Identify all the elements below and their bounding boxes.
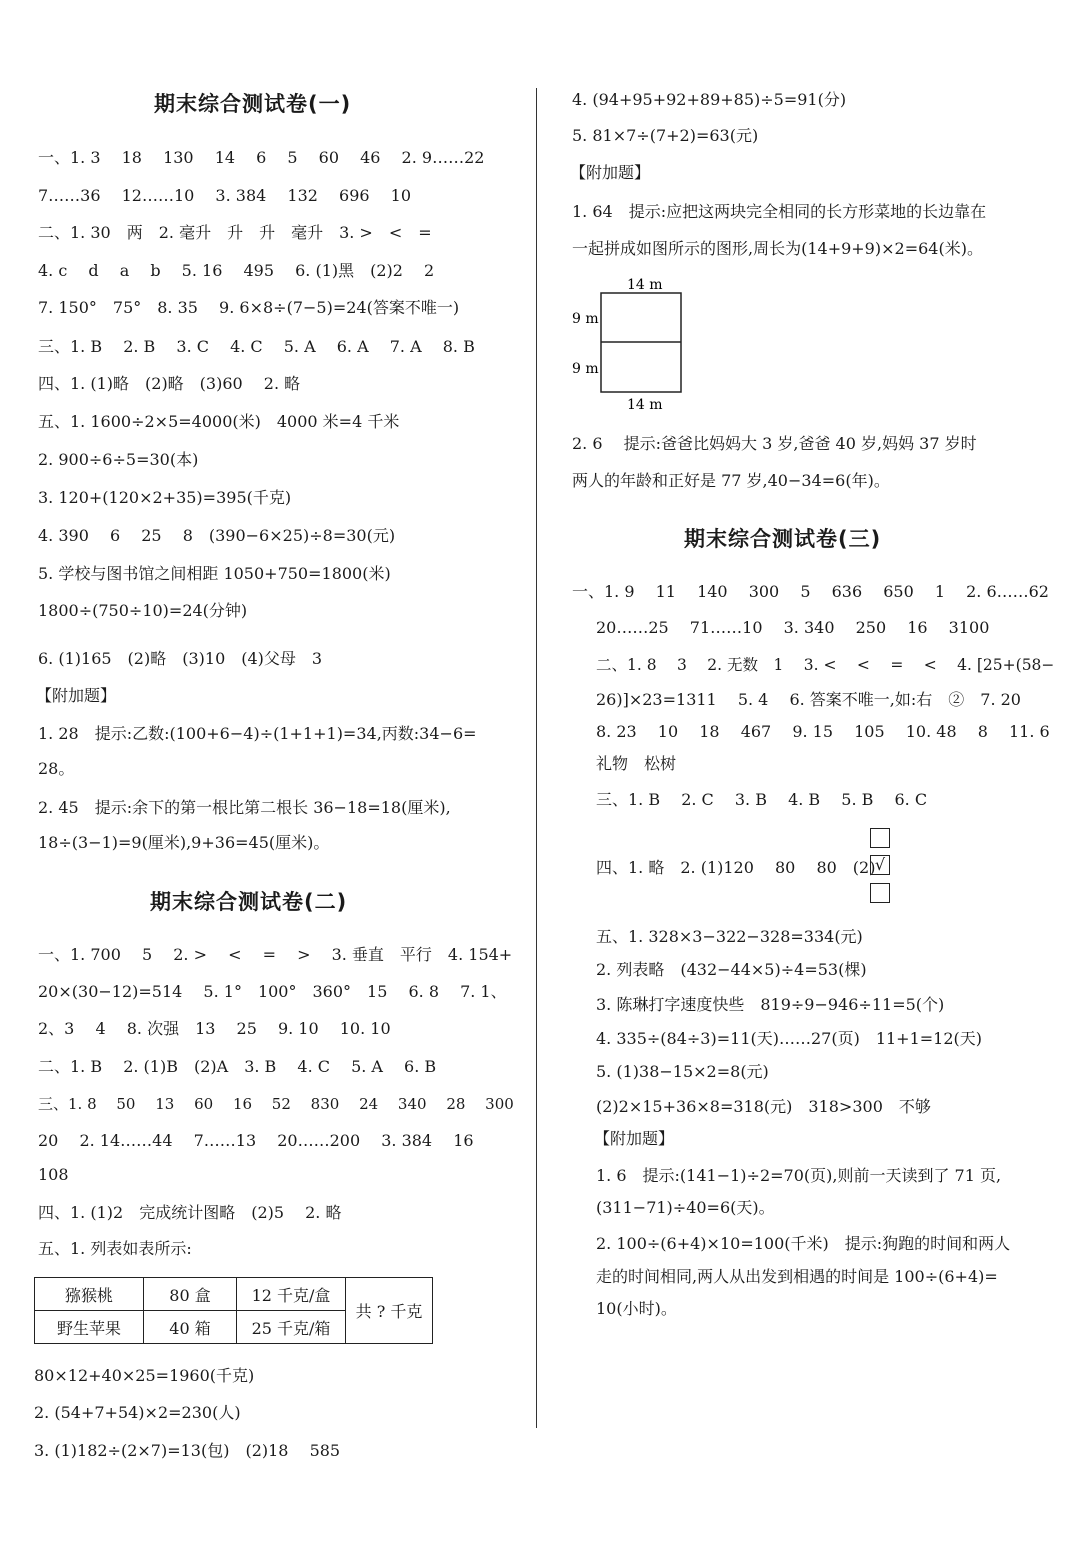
answer-line: 18÷(3−1)=9(厘米),9+36=45(厘米)。: [38, 833, 330, 852]
answer-line: 两人的年龄和正好是 77 岁,40−34=6(年)。: [572, 471, 890, 490]
answer-line: 四、1. 略 2. (1)120 80 80 (2): [596, 858, 876, 877]
answer-line: 走的时间相同,两人从出发到相遇的时间是 100÷(6+4)=: [596, 1267, 998, 1286]
page-title-2: 期末综合测试卷(二): [150, 890, 348, 914]
bonus-heading: 【附加题】: [570, 163, 651, 182]
diagram-top-label: 14 m: [627, 277, 663, 293]
answer-line: 3. 陈琳打字速度快些 819÷9−946÷11=5(个): [596, 995, 945, 1014]
checkbox-empty: [870, 883, 890, 903]
diagram-left-label-1: 9 m: [572, 311, 599, 327]
answer-line: 3. 120+(120×2+35)=395(千克): [38, 488, 292, 507]
answer-line: 三、1. 8 50 13 60 16 52 830 24 340 28 300: [38, 1095, 514, 1113]
answer-line: 二、1. B 2. (1)B (2)A 3. B 4. C 5. A 6. B: [38, 1057, 437, 1076]
table-cell: 野生苹果: [35, 1311, 144, 1344]
answer-line: 三、1. B 2. B 3. C 4. C 5. A 6. A 7. A 8. B: [38, 337, 475, 356]
answer-line: 一、1. 700 5 2. > < = > 3. 垂直 平行 4. 154+: [38, 945, 513, 964]
checkbox-checked: √: [870, 855, 890, 875]
table-cell: 25 千克/箱: [237, 1311, 346, 1344]
answer-line: 2、3 4 8. 次强 13 25 9. 10 10. 10: [38, 1019, 391, 1038]
answer-line: 80×12+40×25=1960(千克): [34, 1366, 255, 1385]
answer-line: 5. 学校与图书馆之间相距 1050+750=1800(米): [38, 564, 391, 583]
answer-line: 三、1. B 2. C 3. B 4. B 5. B 6. C: [596, 790, 928, 809]
table-cell: 40 箱: [144, 1311, 237, 1344]
answer-line: 8. 23 10 18 467 9. 15 105 10. 48 8 11. 6: [596, 722, 1050, 741]
bonus-heading: 【附加题】: [594, 1129, 675, 1148]
answer-line: 二、1. 8 3 2. 无数 1 3. < < = < 4. [25+(58−: [596, 656, 1055, 674]
fruit-table: [34, 1277, 433, 1344]
answer-line: 3. (1)182÷(2×7)=13(包) (2)18 585: [34, 1441, 341, 1460]
page-title-3: 期末综合测试卷(三): [684, 527, 882, 551]
answer-line: (311−71)÷40=6(天)。: [596, 1198, 775, 1217]
answer-line: 2. 6 提示:爸爸比妈妈大 3 岁,爸爸 40 岁,妈妈 37 岁时: [572, 434, 977, 453]
answer-line: 2. 列表略 (432−44×5)÷4=53(棵): [596, 960, 867, 979]
answer-line: 108: [38, 1165, 69, 1184]
answer-line: 1800÷(750÷10)=24(分钟): [38, 601, 248, 620]
answer-line: 四、1. (1)2 完成统计图略 (2)5 2. 略: [38, 1203, 342, 1222]
answer-line: 2. (54+7+54)×2=230(人): [34, 1403, 241, 1422]
answer-line: 一、1. 9 11 140 300 5 636 650 1 2. 6……62: [572, 582, 1049, 601]
answer-line: (2)2×15+36×8=318(元) 318>300 不够: [596, 1097, 931, 1116]
table-cell: 猕猴桃: [35, 1278, 144, 1311]
answer-line: 20 2. 14……44 7……13 20……200 3. 384 16: [38, 1131, 474, 1150]
table-row: [35, 1278, 433, 1311]
answer-line: 五、1. 328×3−322−328=334(元): [596, 927, 863, 946]
answer-line: 20×(30−12)=514 5. 1° 100° 360° 15 6. 8 7. 1、: [38, 982, 507, 1001]
answer-line: 1. 6 提示:(141−1)÷2=70(页),则前一天读到了 71 页,: [596, 1166, 1002, 1185]
table-cell: 12 千克/盒: [237, 1278, 346, 1311]
checkbox-empty: [870, 828, 890, 848]
answer-line: 6. (1)165 (2)略 (3)10 (4)父母 3: [38, 649, 323, 668]
answer-line: 2. 100÷(6+4)×10=100(千米) 提示:狗跑的时间和两人: [596, 1234, 1011, 1253]
answer-line: 5. 81×7÷(7+2)=63(元): [572, 126, 759, 145]
diagram-bottom-label: 14 m: [627, 397, 663, 413]
answer-line: 礼物 松树: [596, 754, 677, 773]
answer-line: 1. 28 提示:乙数:(100+6−4)÷(1+1+1)=34,丙数:34−6=: [38, 724, 477, 743]
answer-line: 四、1. (1)略 (2)略 (3)60 2. 略: [38, 374, 301, 393]
answer-line: 4. (94+95+92+89+85)÷5=91(分): [572, 90, 847, 109]
answer-line: 10(小时)。: [596, 1299, 677, 1318]
answer-line: 4. c d a b 5. 16 495 6. (1)黑 (2)2 2: [38, 261, 435, 280]
answer-line: 五、1. 1600÷2×5=4000(米) 4000 米=4 千米: [38, 412, 400, 431]
answer-line: 2. 900÷6÷5=30(本): [38, 450, 199, 469]
table-total-cell: 共 ? 千克: [346, 1278, 433, 1344]
answer-line: 2. 45 提示:余下的第一根比第二根长 36−18=18(厘米),: [38, 798, 451, 817]
answer-line: 7. 150° 75° 8. 35 9. 6×8÷(7−5)=24(答案不唯一): [38, 298, 460, 317]
answer-line: 五、1. 列表如表所示:: [38, 1239, 192, 1258]
column-divider: [536, 88, 537, 1428]
answer-line: 5. (1)38−15×2=8(元): [596, 1062, 769, 1081]
answer-line: 二、1. 30 两 2. 毫升 升 升 毫升 3. > < =: [38, 223, 432, 242]
bonus-heading: 【附加题】: [36, 686, 117, 705]
table-cell: 80 盒: [144, 1278, 237, 1311]
answer-line: 4. 390 6 25 8 (390−6×25)÷8=30(元): [38, 526, 396, 545]
answer-line: 一起拼成如图所示的图形,周长为(14+9+9)×2=64(米)。: [572, 239, 983, 258]
answer-line: 4. 335÷(84÷3)=11(天)……27(页) 11+1=12(天): [596, 1029, 983, 1048]
answer-line: 20……25 71……10 3. 340 250 16 3100: [596, 618, 990, 637]
answer-line: 1. 64 提示:应把这两块完全相同的长方形菜地的长边靠在: [572, 202, 987, 221]
answer-line: 26)]×23=1311 5. 4 6. 答案不唯一,如:右 ② 7. 20: [596, 690, 1021, 709]
page-title-1: 期末综合测试卷(一): [154, 92, 352, 116]
garden-diagram: [568, 275, 708, 415]
answer-line: 28。: [38, 759, 75, 778]
answer-line: 7……36 12……10 3. 384 132 696 10: [38, 186, 412, 205]
answer-line: 一、1. 3 18 130 14 6 5 60 46 2. 9……22: [38, 148, 485, 167]
diagram-left-label-2: 9 m: [572, 361, 599, 377]
